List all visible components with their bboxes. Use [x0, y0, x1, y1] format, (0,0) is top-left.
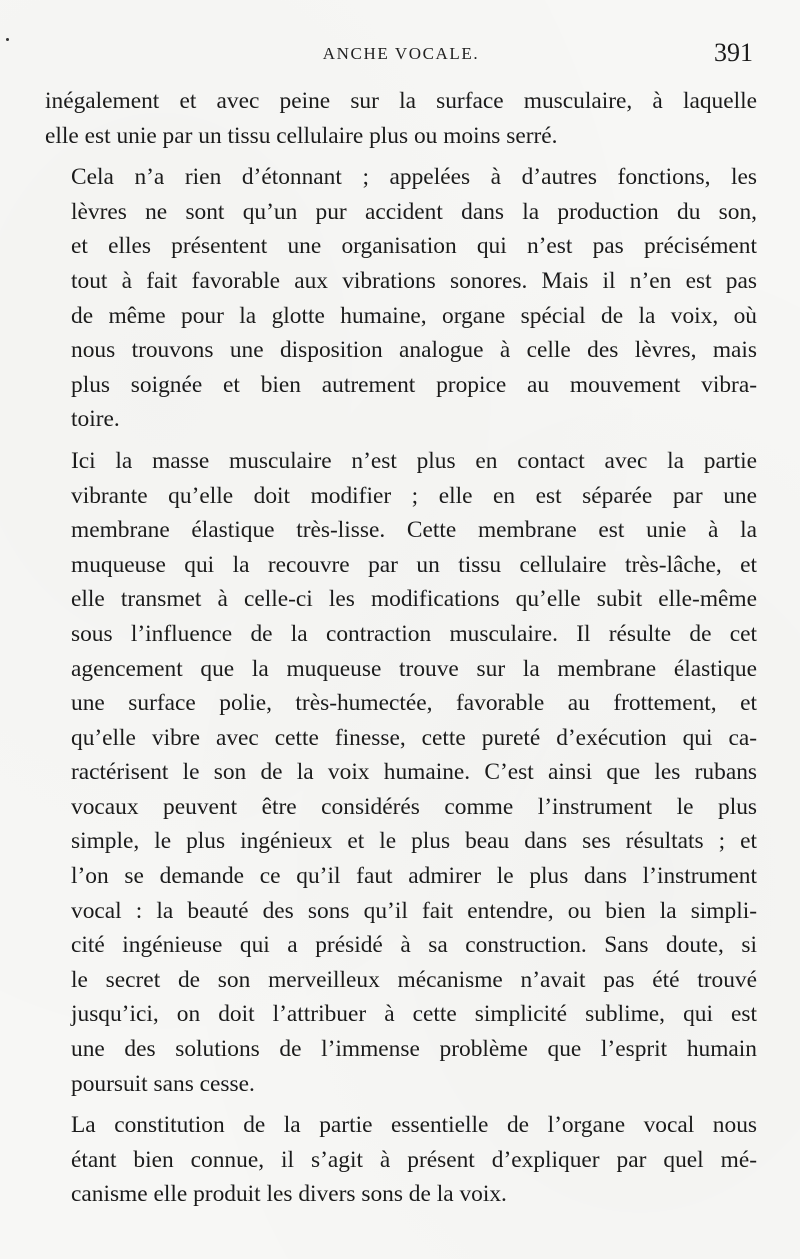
- text-line: tout à fait favorable aux vibrations sonores. Mais il n’en est pas: [71, 267, 757, 294]
- page-number: 391: [714, 38, 753, 67]
- body-text: [45, 84, 757, 1212]
- text-line: le secret de son merveilleux mécanisme n’avait pas été trouvé: [71, 966, 757, 993]
- text-line: lèvres ne sont qu’un pur accident dans la production du son,: [71, 198, 757, 225]
- text-line: jusqu’ici, on doit l’attribuer à cette simplicité sublime, qui est: [71, 1001, 757, 1028]
- text-line: de même pour la glotte humaine, organe spécial de la voix, où: [71, 302, 757, 329]
- text-line: toire.: [71, 406, 120, 433]
- text-line: une surface polie, très-humectée, favorable au frottement, et: [71, 690, 757, 717]
- text-line: Cela n’a rien d’étonnant ; appelées à d’autres fonctions, les: [71, 164, 757, 191]
- paragraph-2: [45, 160, 757, 437]
- text-line: Ici la masse musculaire n’est plus en contact avec la partie: [71, 447, 757, 474]
- text-line: agencement que la muqueuse trouve sur la membrane élastique: [71, 655, 757, 682]
- text-line: l’on se demande ce qu’il faut admirer le plus dans l’instrument: [71, 863, 757, 890]
- text-line: nous trouvons une disposition analogue à celle des lèvres, mais: [71, 337, 757, 364]
- paragraph-4: [45, 1108, 757, 1212]
- text-line: poursuit sans cesse.: [71, 1070, 255, 1097]
- text-line: plus soignée et bien autrement propice au mouvement vibra-: [71, 371, 757, 398]
- text-line: vocaux peuvent être considérés comme l’instrument le plus: [71, 793, 757, 820]
- margin-mark: [6, 38, 9, 41]
- text-line: étant bien connue, il s’agit à présent d’expliquer par quel mé-: [71, 1146, 757, 1173]
- text-line: vocal : la beauté des sons qu’il fait entendre, ou bien la simpli-: [71, 897, 757, 924]
- text-line: canisme elle produit les divers sons de la voix.: [71, 1181, 507, 1208]
- text-line: qu’elle vibre avec cette finesse, cette pureté d’exécution qui ca-: [71, 724, 757, 751]
- running-title: ANCHE VOCALE.: [322, 44, 480, 63]
- text-line: vibrante qu’elle doit modifier ; elle en est séparée par une: [71, 482, 757, 509]
- text-line: muqueuse qui la recouvre par un tissu cellulaire très-lâche, et: [71, 551, 757, 578]
- text-line: ractérisent le son de la voix humaine. C’est ainsi que les rubans: [71, 759, 757, 786]
- running-head: [45, 38, 757, 70]
- text-line: cité ingénieuse qui a présidé à sa construction. Sans doute, si: [71, 932, 757, 959]
- text-line: sous l’influence de la contraction musculaire. Il résulte de cet: [71, 620, 757, 647]
- text-line: et elles présentent une organisation qui n’est pas précisément: [71, 233, 757, 260]
- text-line: La constitution de la partie essentielle de l’organe vocal nous: [71, 1112, 757, 1139]
- text-line: elle est unie par un tissu cellulaire plus ou moins serré.: [45, 122, 558, 149]
- text-line: simple, le plus ingénieux et le plus beau dans ses résultats ; et: [71, 828, 757, 855]
- paragraph-1: [45, 84, 757, 153]
- paragraph-3: [45, 444, 757, 1101]
- text-line: inégalement et avec peine sur la surface musculaire, à laquelle: [45, 88, 757, 114]
- text-line: une des solutions de l’immense problème que l’esprit humain: [71, 1036, 757, 1063]
- text-line: elle transmet à celle-ci les modifications qu’elle subit elle-même: [71, 586, 757, 613]
- text-line: membrane élastique très-lisse. Cette membrane est unie à la: [71, 517, 757, 544]
